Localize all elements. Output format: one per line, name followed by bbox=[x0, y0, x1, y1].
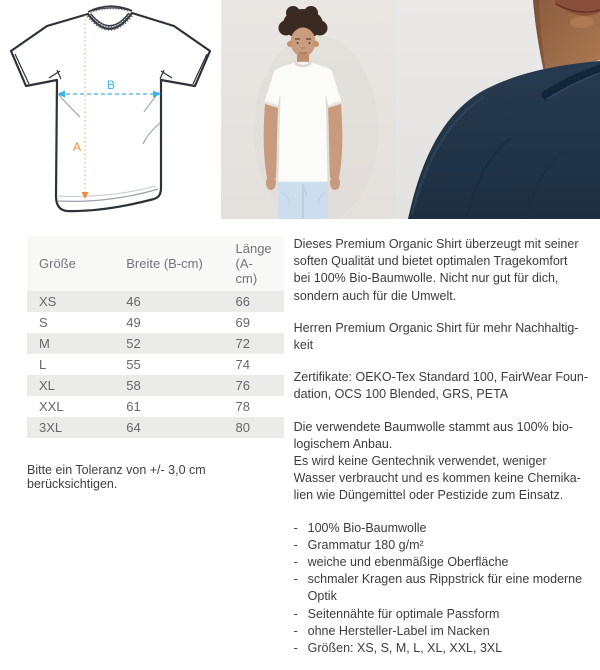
length-cell: 78 bbox=[235, 399, 250, 414]
content-area bbox=[0, 219, 600, 657]
model-front-photo bbox=[221, 0, 396, 219]
feature-item bbox=[294, 520, 588, 537]
bullet-dash: - bbox=[293, 623, 298, 638]
size-row bbox=[27, 291, 284, 312]
feature-item bbox=[294, 571, 588, 605]
feature-text: schmaler Kragen aus Rippstrick für eine moderne Optik bbox=[307, 572, 583, 604]
collar-detail-photo bbox=[396, 0, 600, 219]
size-diagram bbox=[0, 0, 221, 219]
size-row bbox=[27, 354, 284, 375]
bullet-dash: - bbox=[293, 606, 298, 621]
length-cell: 74 bbox=[235, 357, 250, 372]
size-cell: 3XL bbox=[39, 420, 63, 435]
width-cell: 52 bbox=[126, 336, 141, 351]
tolerance-note: Bitte ein Toleranz von +/- 3,0 cm berücksichtigen. bbox=[27, 463, 206, 491]
width-label: B bbox=[106, 78, 116, 92]
size-cell: XL bbox=[39, 378, 55, 393]
description-paragraph: Herren Premium Organic Shirt für mehr Nachhaltig- keit bbox=[293, 320, 579, 353]
feature-item bbox=[294, 554, 588, 571]
width-cell: 64 bbox=[126, 420, 141, 435]
size-row bbox=[27, 333, 284, 354]
feature-text: 100% Bio-Baumwolle bbox=[307, 520, 427, 535]
description-paragraph: Zertifikate: OEKO-Tex Standard 100, FairWear Foun- dation, OCS 100 Blended, GRS, PETA bbox=[293, 370, 588, 402]
right-arm bbox=[328, 104, 342, 178]
description-paragraphs bbox=[294, 236, 588, 505]
width-cell: 46 bbox=[126, 294, 141, 309]
right-hand bbox=[330, 176, 340, 190]
image-band bbox=[0, 0, 600, 219]
jeans bbox=[278, 182, 328, 219]
feature-text: ohne Hersteller-Label im Nacken bbox=[307, 623, 490, 638]
col-header-width: Breite (B-cm) bbox=[126, 256, 203, 271]
size-cell: XXL bbox=[39, 399, 64, 414]
size-row bbox=[27, 396, 284, 417]
feature-text: Seitennähte für optimale Passform bbox=[307, 606, 500, 621]
width-cell: 49 bbox=[126, 315, 141, 330]
feature-item bbox=[294, 606, 588, 623]
size-table bbox=[27, 236, 284, 438]
size-table-header-row bbox=[27, 236, 284, 291]
feature-list bbox=[294, 520, 588, 658]
collar-detail-illustration bbox=[396, 0, 600, 219]
col-header-length: Länge (A-cm) bbox=[235, 241, 272, 286]
bullet-dash: - bbox=[293, 537, 298, 552]
size-cell: XS bbox=[39, 294, 57, 309]
length-cell: 80 bbox=[235, 420, 250, 435]
width-cell: 58 bbox=[126, 378, 141, 393]
bullet-dash: - bbox=[293, 555, 298, 570]
feature-item bbox=[294, 623, 588, 640]
left-arm bbox=[264, 104, 278, 178]
length-cell: 72 bbox=[235, 336, 250, 351]
description-paragraph: Dieses Premium Organic Shirt überzeugt mit seiner soften Qualität und bietet optimalen Tragekomfort bei 100% Bio-Baumwolle. Nicht nur gut für dich, sondern auch für die Umwelt. bbox=[293, 237, 579, 303]
bullet-dash: - bbox=[293, 520, 298, 535]
feature-text: Grammatur 180 g/m² bbox=[307, 537, 424, 552]
feature-text: Größen: XS, S, M, L, XL, XXL, 3XL bbox=[307, 641, 503, 656]
width-cell: 55 bbox=[126, 357, 141, 372]
length-cell: 66 bbox=[235, 294, 250, 309]
length-cell: 76 bbox=[235, 378, 250, 393]
size-cell: L bbox=[39, 357, 47, 372]
feature-text: weiche und ebenmäßige Oberfläche bbox=[307, 555, 509, 570]
width-cell: 61 bbox=[126, 399, 141, 414]
description-column bbox=[294, 236, 600, 657]
model-front-illustration bbox=[221, 0, 396, 219]
bullet-dash: - bbox=[293, 572, 298, 587]
size-row bbox=[27, 312, 284, 333]
size-row bbox=[27, 375, 284, 396]
left-hand bbox=[266, 176, 276, 190]
description-paragraph: Die verwendete Baumwolle stammt aus 100% bio- logischem Anbau. Es wird keine Gentechnik verwendet, weniger Wasser verbraucht und es kommen keine Chemika- lien wie Düngemittel oder Pestizide zum Einsatz. bbox=[293, 419, 581, 503]
feature-item bbox=[294, 640, 588, 657]
length-label: A bbox=[72, 140, 81, 154]
tshirt-measure-drawing bbox=[0, 0, 221, 219]
feature-item bbox=[294, 537, 588, 554]
size-column bbox=[0, 236, 294, 657]
size-cell: M bbox=[39, 336, 50, 351]
size-row bbox=[27, 417, 284, 438]
bullet-dash: - bbox=[293, 641, 298, 656]
size-cell: S bbox=[39, 315, 48, 330]
col-header-size: Größe bbox=[39, 256, 76, 271]
length-cell: 69 bbox=[235, 315, 250, 330]
tshirt-outline bbox=[11, 13, 210, 211]
